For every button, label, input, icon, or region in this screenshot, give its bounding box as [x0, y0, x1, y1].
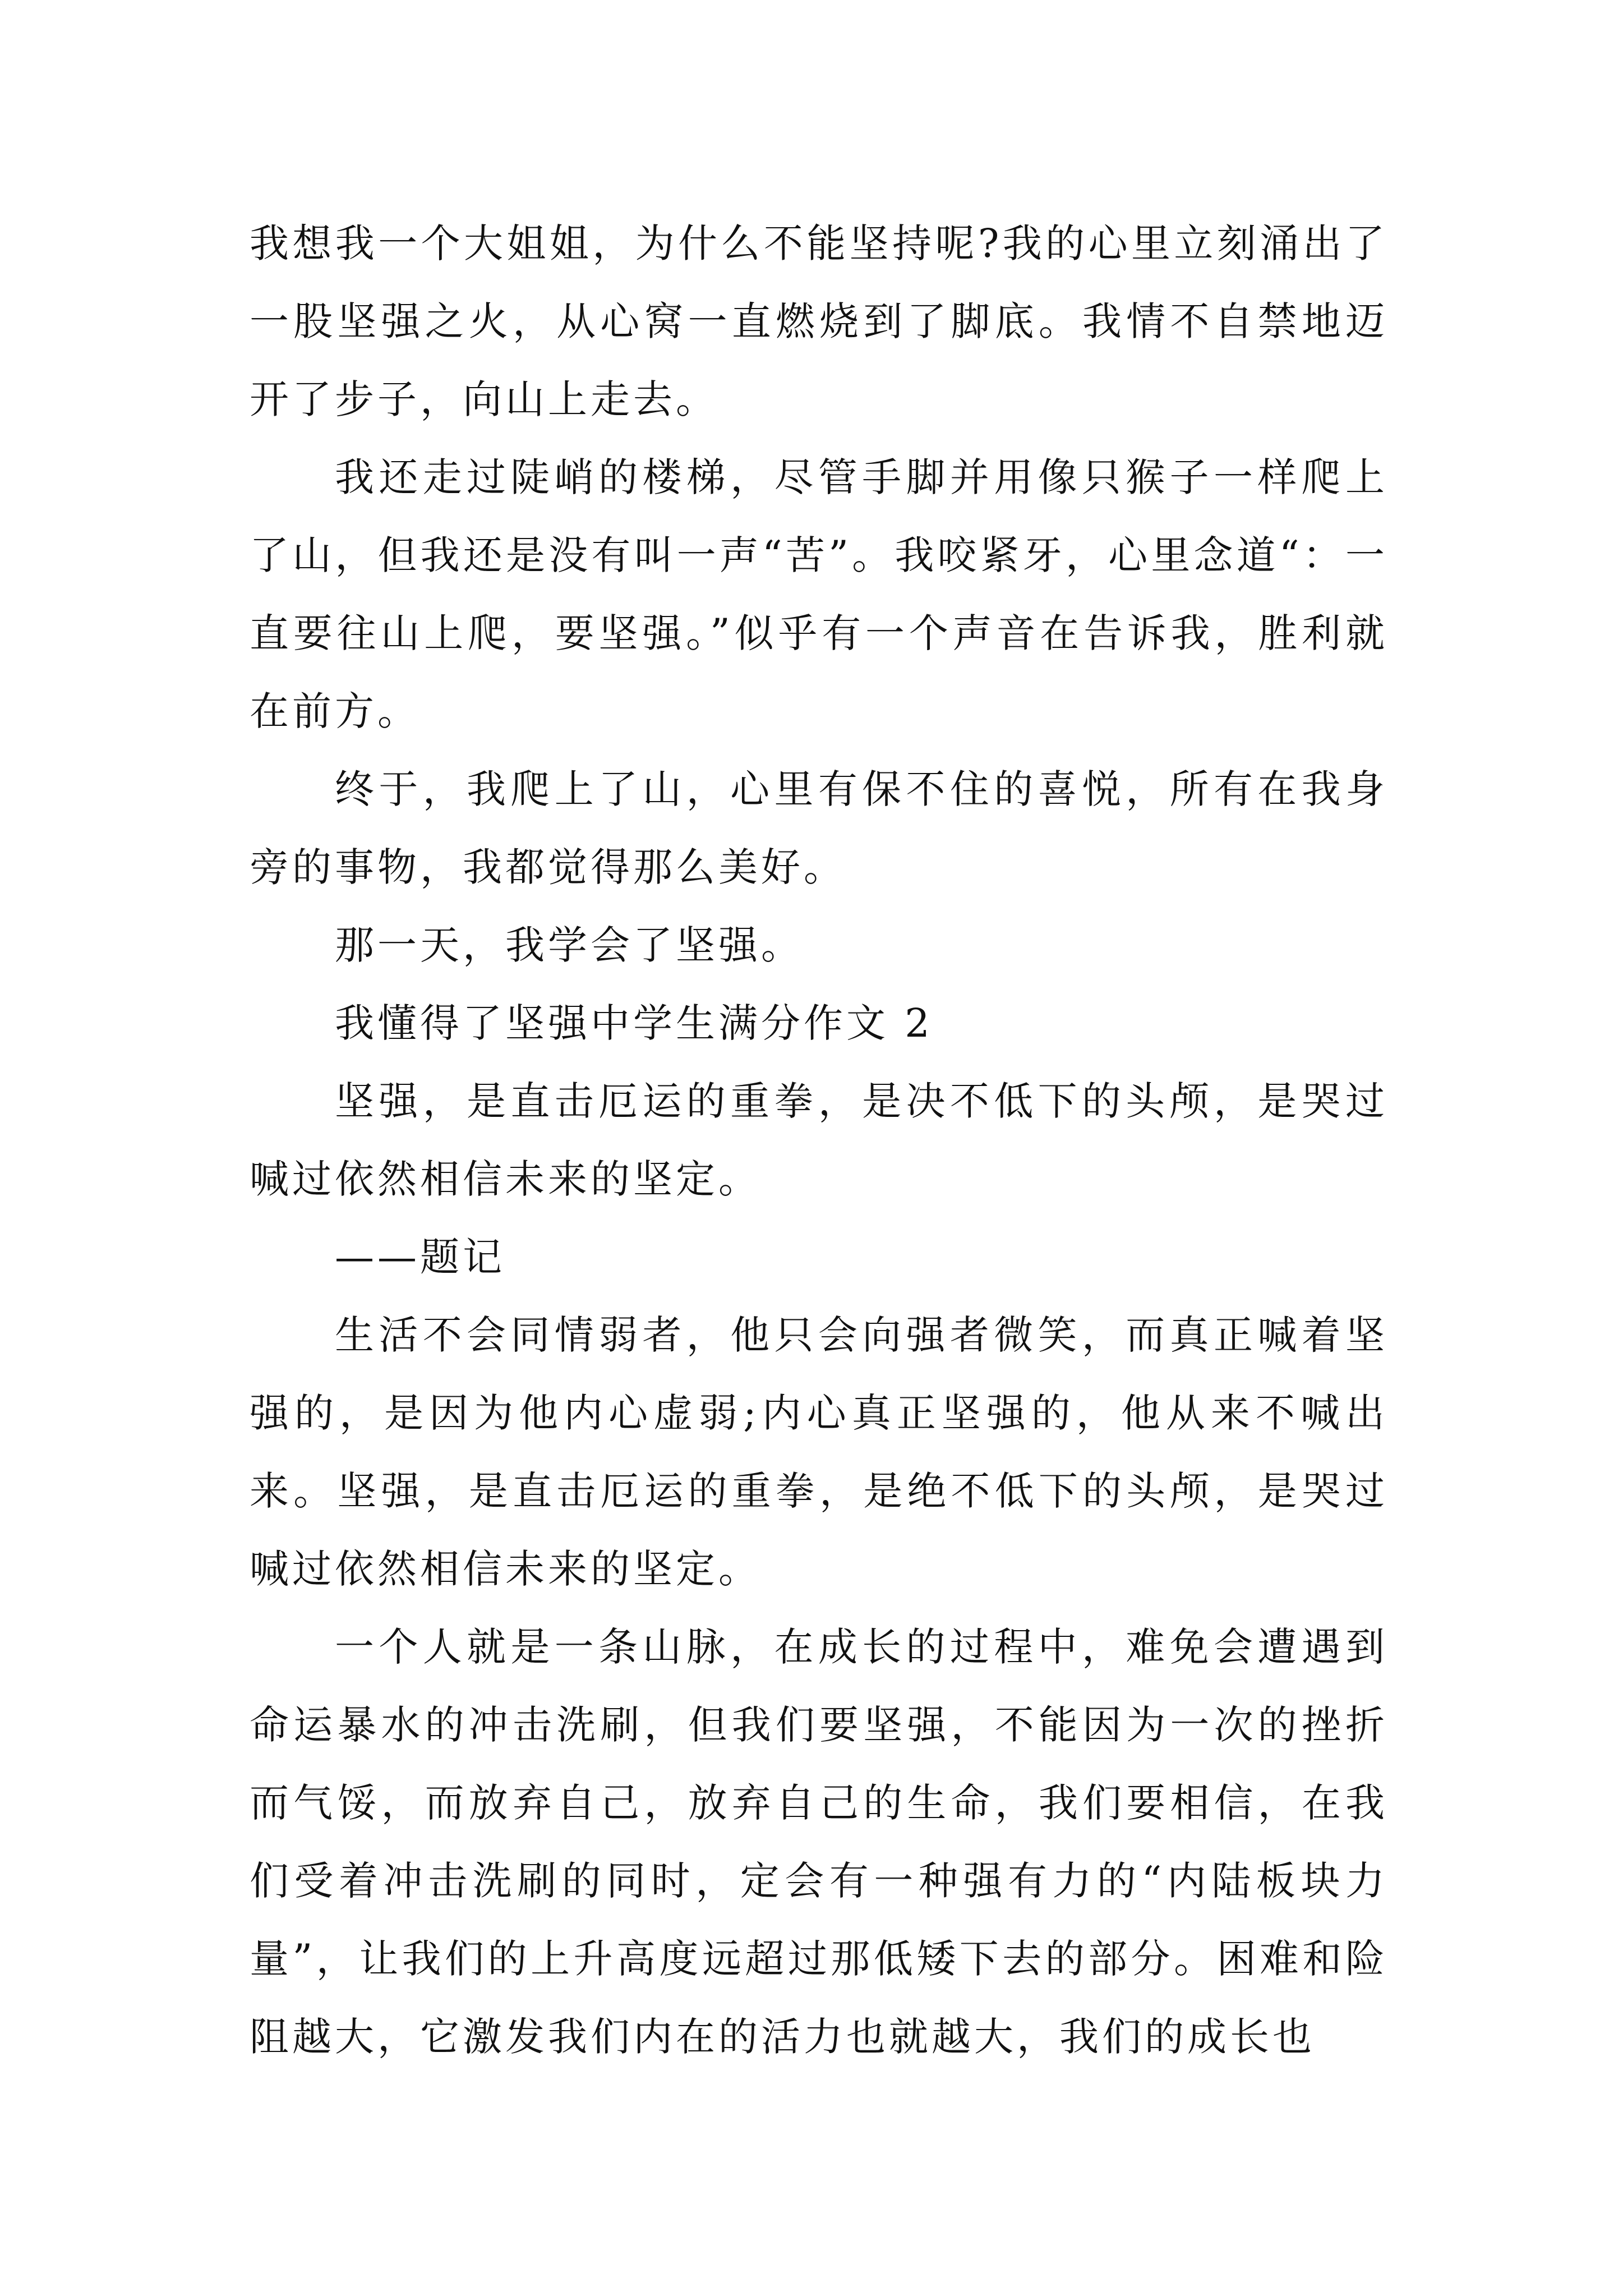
- paragraph-4: 那一天，我学会了坚强。: [335, 922, 804, 968]
- paragraph-3: 终于，我爬上了山，心里有保不住的喜悦，所有在我身旁的事物，我都觉得那么美好。: [250, 766, 1388, 890]
- section-title: 我懂得了坚强中学生满分作文 2: [335, 1000, 933, 1046]
- document-body: [250, 205, 1388, 2076]
- paragraph-6: 一个人就是一条山脉，在成长的过程中，难免会遭遇到命运暴水的冲击洗刷，但我们要坚强，不能因为一次的挫折而气馁，而放弃自己，放弃自己的生命，我们要相信，在我们受着冲击洗刷的同时，定会有一种强有力的“内陆板块力量”，让我们的上升高度远超过那低矮下去的部分。困难和险阻越大，它激发我们内在的活力也就越大，我们的成长也: [250, 1624, 1388, 2060]
- epigraph-attribution: ——题记: [335, 1234, 505, 1280]
- paragraph-1: 我想我一个大姐姐，为什么不能坚持呢?我的心里立刻涌出了一股坚强之火，从心窝一直燃烧到了脚底。我情不自禁地迈开了步子，向山上走去。: [250, 220, 1388, 422]
- paragraph-5: 生活不会同情弱者，他只会向强者微笑，而真正喊着坚强的，是因为他内心虚弱;内心真正坚强的，他从来不喊出来。坚强，是直击厄运的重拳，是绝不低下的头颅，是哭过喊过依然相信未来的坚定。: [250, 1312, 1388, 1592]
- epigraph: 坚强，是直击厄运的重拳，是决不低下的头颅，是哭过喊过依然相信未来的坚定。: [250, 1078, 1388, 1202]
- paragraph-2: 我还走过陡峭的楼梯，尽管手脚并用像只猴子一样爬上了山，但我还是没有叫一声“苦”。我咬紧牙，心里念道“：一直要往山上爬，要坚强。”似乎有一个声音在告诉我，胜利就在前方。: [250, 454, 1388, 734]
